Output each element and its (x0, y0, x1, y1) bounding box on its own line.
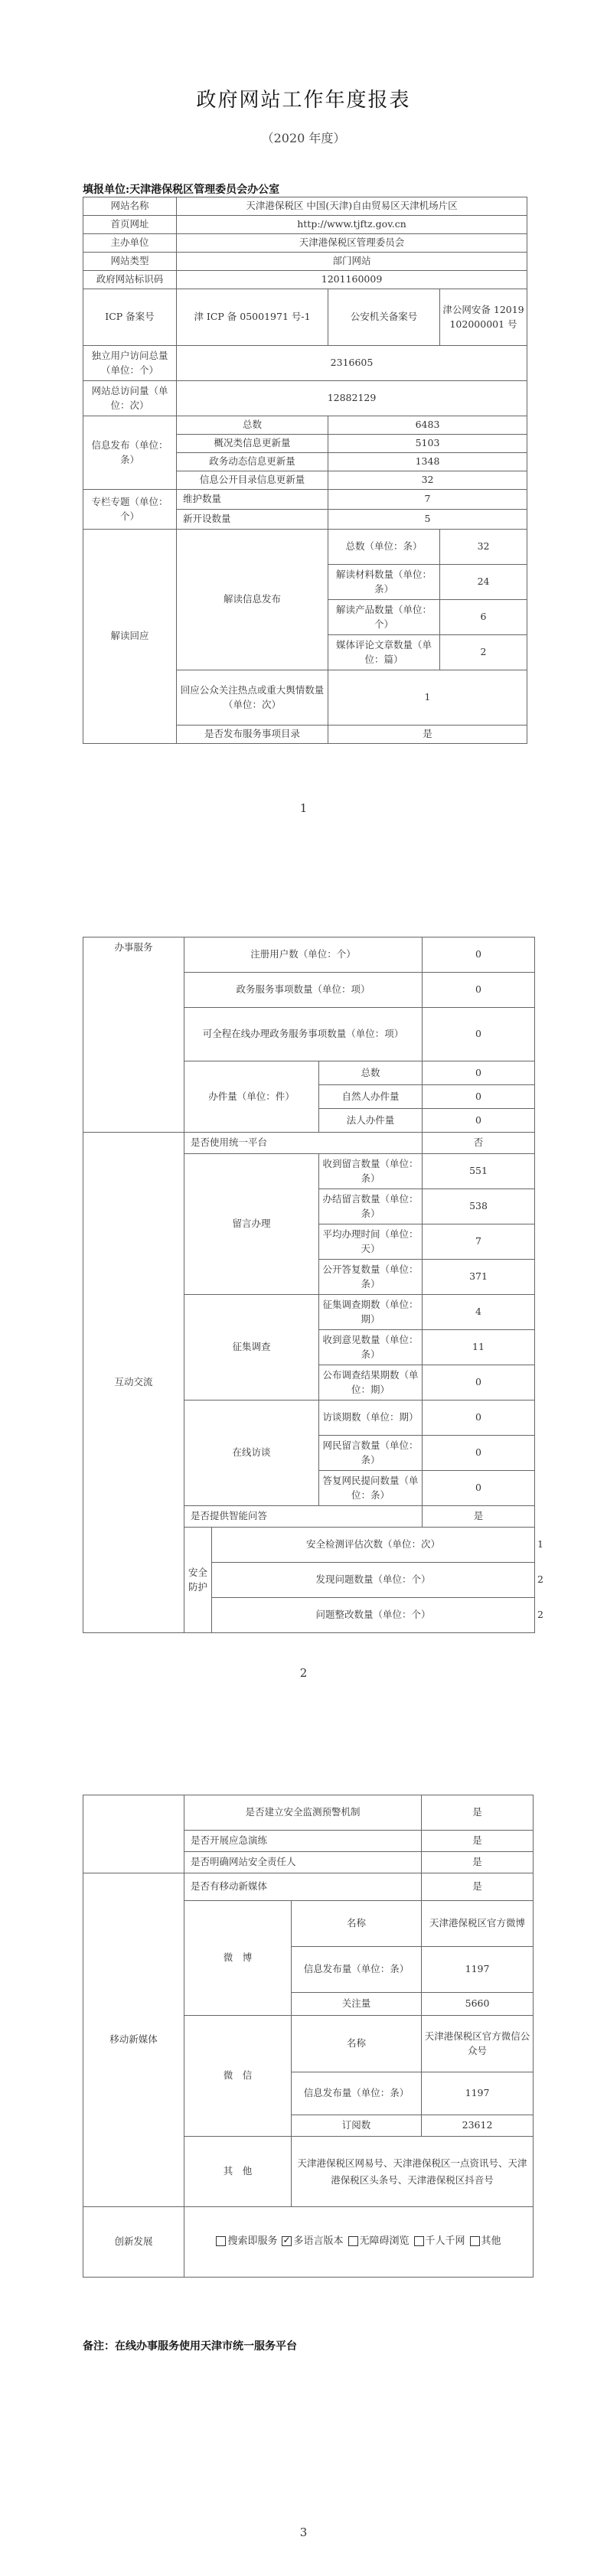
survey-value: 0 (423, 1365, 535, 1400)
row-innovation (83, 2207, 534, 2278)
weibo-value: 5660 (422, 1993, 534, 2016)
innovation-option[interactable] (282, 2235, 343, 2249)
value-type: 部门网站 (177, 253, 527, 271)
row-site-name (83, 197, 527, 216)
sec3-label: 是否明确网站安全责任人 (184, 1852, 422, 1873)
info-value: 1348 (328, 453, 527, 471)
innovation-option[interactable] (470, 2235, 501, 2249)
value-code: 1201160009 (177, 271, 527, 289)
label-uv: 独立用户访问总量（单位：个） (83, 346, 177, 381)
label-has-mobile: 是否有移动新媒体 (184, 1873, 422, 1901)
label-column: 专栏专题（单位：个） (83, 490, 177, 530)
option-label: 搜索即服务 (227, 2235, 278, 2248)
wechat-value: 天津港保税区官方微信公众号 (422, 2016, 534, 2072)
weibo-value: 1197 (422, 1947, 534, 1993)
row-org (83, 234, 527, 253)
label-org: 主办单位 (83, 234, 177, 253)
sec-label: 安全检测评估次数（单位：次） (212, 1528, 535, 1563)
interp-value: 32 (440, 530, 527, 565)
label-response: 解读回应 (83, 530, 177, 744)
label-interp: 解读信息发布 (177, 530, 328, 670)
label-code: 政府网站标识码 (83, 271, 177, 289)
handle-value: 0 (423, 1061, 535, 1085)
sec-label: 发现问题数量（单位：个） (212, 1563, 535, 1598)
info-value: 6483 (328, 416, 527, 435)
column-value: 5 (328, 510, 527, 530)
weibo-label: 信息发布量（单位：条） (292, 1947, 422, 1993)
svc-value: 0 (423, 1008, 535, 1061)
checkbox-icon (470, 2236, 480, 2246)
svc-value: 0 (423, 937, 535, 973)
value-site-name: 天津港保税区 中国(天津)自由贸易区天津机场片区 (177, 197, 527, 216)
label-handle: 办件量（单位：件） (184, 1061, 319, 1133)
value-has-mobile: 是 (422, 1873, 534, 1901)
label-url: 首页网址 (83, 216, 177, 234)
weibo-label: 关注量 (292, 1993, 422, 2016)
handle-label: 总数 (319, 1061, 423, 1085)
online-label: 访谈期数（单位：期） (319, 1400, 423, 1436)
value-pv: 12882129 (177, 381, 527, 416)
label-platform: 是否使用统一平台 (184, 1133, 423, 1154)
value-qa: 是 (423, 1506, 535, 1528)
interp-value: 24 (440, 565, 527, 600)
row-interp (83, 530, 527, 565)
row-has-mobile (83, 1873, 534, 1901)
online-label: 网民留言数量（单位：条） (319, 1436, 423, 1471)
value-platform: 否 (423, 1133, 535, 1154)
value-police: 津公网安备 12019102000001 号 (440, 289, 527, 346)
label-security: 安全防护 (184, 1528, 212, 1633)
page-number: 2 (299, 1666, 308, 1680)
interp-label: 媒体评论文章数量（单位：篇） (328, 635, 440, 670)
innovation-option[interactable] (414, 2235, 465, 2249)
sec3-label: 是否建立安全监测预警机制 (184, 1795, 422, 1831)
option-label: 多语言版本 (293, 2235, 344, 2248)
row-sec: 发现问题数量（单位：个） 2 (83, 1563, 535, 1598)
handle-label: 法人办件量 (319, 1109, 423, 1133)
label-police: 公安机关备案号 (328, 289, 440, 346)
weibo-value: 天津港保税区官方微博 (422, 1901, 534, 1947)
checkbox-icon (414, 2236, 424, 2246)
reporting-unit: 填报单位:天津港保税区管理委员会办公室 (83, 184, 280, 196)
row-svc (83, 937, 535, 973)
row-url (83, 216, 527, 234)
report-table-3 (83, 1795, 534, 2278)
label-icp: ICP 备案号 (83, 289, 177, 346)
row-sec3 (83, 1795, 534, 1831)
interp-label: 解读材料数量（单位：条） (328, 565, 440, 600)
row-pv (83, 381, 527, 416)
sec-label: 问题整改数量（单位：个） (212, 1598, 535, 1633)
interp-value: 6 (440, 600, 527, 635)
option-label: 其他 (481, 2235, 501, 2248)
svc-value: 0 (423, 973, 535, 1008)
msg-label: 公开答复数量（单位：条） (319, 1260, 423, 1295)
row-platform (83, 1133, 535, 1154)
label-wechat: 微 信 (184, 2016, 292, 2137)
label-other: 其 他 (184, 2137, 292, 2207)
label-survey: 征集调查 (184, 1295, 319, 1400)
label-innovation: 创新发展 (83, 2207, 184, 2278)
checkbox-checked-icon (282, 2236, 292, 2246)
report-year: （2020 年度） (261, 131, 346, 145)
value-url[interactable]: http://www.tjftz.gov.cn (177, 216, 527, 234)
label-info: 信息发布（单位：条） (83, 416, 177, 490)
wechat-value: 1197 (422, 2072, 534, 2115)
column-value: 7 (328, 490, 527, 510)
survey-label: 收到意见数量（单位：条） (319, 1330, 423, 1365)
page-title: 政府网站工作年度报表 (196, 89, 411, 112)
msg-value: 7 (423, 1224, 535, 1260)
interp-label: 总数（单位：条） (328, 530, 440, 565)
label-message: 留言办理 (184, 1154, 319, 1295)
value-other: 天津港保税区网易号、天津港保税区一点资讯号、天津港保税区头条号、天津港保税区抖音号 (292, 2137, 534, 2207)
sec3-value: 是 (422, 1852, 534, 1873)
info-label: 总数 (177, 416, 328, 435)
info-label: 信息公开目录信息更新量 (177, 471, 328, 490)
interp-value: 2 (440, 635, 527, 670)
msg-label: 收到留言数量（单位：条） (319, 1154, 423, 1189)
wechat-label: 名称 (292, 2016, 422, 2072)
wechat-label: 信息发布量（单位：条） (292, 2072, 422, 2115)
online-value: 0 (423, 1400, 535, 1436)
row-icp (83, 289, 527, 346)
svc-label: 注册用户数（单位：个） (184, 937, 423, 973)
online-value: 0 (423, 1471, 535, 1506)
column-label: 新开设数量 (177, 510, 328, 530)
page-number: 1 (299, 801, 308, 815)
footnote: 备注：在线办事服务使用天津市统一服务平台 (83, 2340, 297, 2353)
row-sec: 问题整改数量（单位：个） 2 (83, 1598, 535, 1633)
option-label: 千人千网 (425, 2235, 465, 2248)
sec3-label: 是否开展应急演练 (184, 1831, 422, 1852)
msg-value: 551 (423, 1154, 535, 1189)
wechat-label: 订阅数 (292, 2115, 422, 2137)
label-catalog: 是否发布服务事项目录 (177, 726, 328, 744)
msg-value: 538 (423, 1189, 535, 1224)
value-org: 天津港保税区管理委员会 (177, 234, 527, 253)
row-info-total (83, 416, 527, 435)
svc-label: 可全程在线办理政务服务事项数量（单位：项） (184, 1008, 423, 1061)
svc-label: 政务服务事项数量（单位：项） (184, 973, 423, 1008)
label-service: 办事服务 (83, 937, 184, 1133)
value-uv: 2316605 (177, 346, 527, 381)
label-qa: 是否提供智能问答 (184, 1506, 423, 1528)
value-icp: 津 ICP 备 05001971 号-1 (177, 289, 328, 346)
checkbox-icon (216, 2236, 226, 2246)
interp-label: 解读产品数量（单位：个） (328, 600, 440, 635)
label-site-name: 网站名称 (83, 197, 177, 216)
value-concern: 1 (328, 670, 527, 726)
info-value: 32 (328, 471, 527, 490)
info-label: 概况类信息更新量 (177, 435, 328, 453)
info-value: 5103 (328, 435, 527, 453)
option-label: 无障碍浏览 (359, 2235, 410, 2248)
checkbox-icon (348, 2236, 358, 2246)
row-uv (83, 346, 527, 381)
label-pv: 网站总访问量（单位：次） (83, 381, 177, 416)
wechat-value: 23612 (422, 2115, 534, 2137)
survey-label: 公布调查结果期数（单位：期） (319, 1365, 423, 1400)
online-value: 0 (423, 1436, 535, 1471)
page-number: 3 (299, 2525, 308, 2539)
label-online: 在线访谈 (184, 1400, 319, 1506)
label-concern: 回应公众关注热点或重大舆情数量（单位：次） (177, 670, 328, 726)
column-label: 维护数量 (177, 490, 328, 510)
sec3-value: 是 (422, 1831, 534, 1852)
msg-label: 平均办理时间（单位：天） (319, 1224, 423, 1260)
handle-label: 自然人办件量 (319, 1085, 423, 1109)
handle-value: 0 (423, 1085, 535, 1109)
label-mobile: 移动新媒体 (83, 1873, 184, 2207)
row-sec: 安全防护 安全检测评估次数（单位：次） 1 (83, 1528, 535, 1563)
innovation-options (184, 2207, 534, 2278)
label-interaction: 互动交流 (83, 1133, 184, 1633)
row-code (83, 271, 527, 289)
report-table-1 (83, 197, 527, 744)
report-table-2 (83, 937, 543, 1633)
survey-value: 4 (423, 1295, 535, 1330)
handle-value: 0 (423, 1109, 535, 1133)
value-catalog: 是 (328, 726, 527, 744)
label-weibo: 微 博 (184, 1901, 292, 2016)
innovation-option[interactable] (216, 2235, 277, 2249)
msg-value: 371 (423, 1260, 535, 1295)
row-type (83, 253, 527, 271)
label-type: 网站类型 (83, 253, 177, 271)
survey-label: 征集调查期数（单位：期） (319, 1295, 423, 1330)
innovation-option[interactable] (348, 2235, 410, 2249)
msg-label: 办结留言数量（单位：条） (319, 1189, 423, 1224)
info-label: 政务动态信息更新量 (177, 453, 328, 471)
sec3-value: 是 (422, 1795, 534, 1831)
survey-value: 11 (423, 1330, 535, 1365)
row-column (83, 490, 527, 510)
weibo-label: 名称 (292, 1901, 422, 1947)
security-cont-cell (83, 1795, 184, 1873)
online-label: 答复网民提问数量（单位：条） (319, 1471, 423, 1506)
